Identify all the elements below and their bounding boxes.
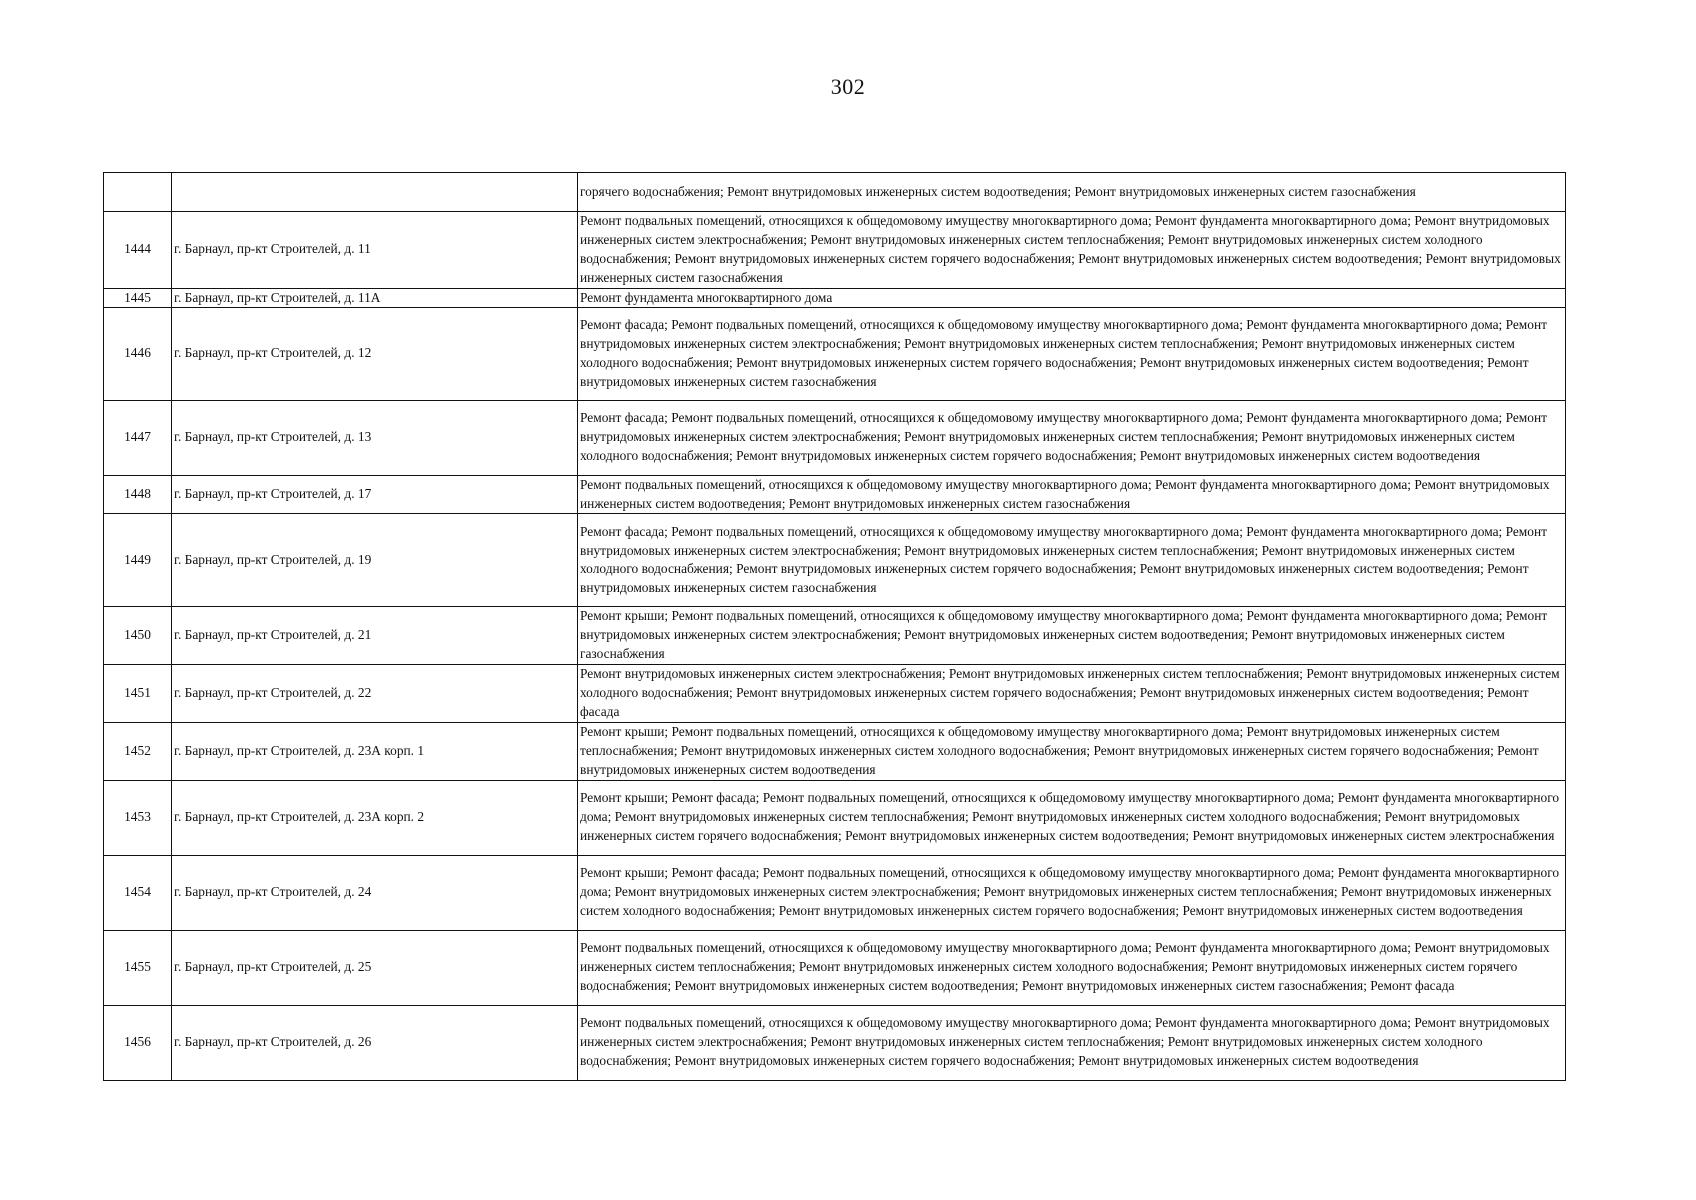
row-address: г. Барнаул, пр-кт Строителей, д. 24 xyxy=(172,855,578,930)
row-number: 1447 xyxy=(104,400,172,475)
table-row xyxy=(104,212,1566,289)
row-number: 1452 xyxy=(104,722,172,780)
table-row xyxy=(104,780,1566,855)
row-number xyxy=(104,173,172,212)
table-row xyxy=(104,855,1566,930)
row-number: 1448 xyxy=(104,475,172,514)
row-number: 1453 xyxy=(104,780,172,855)
row-address: г. Барнаул, пр-кт Строителей, д. 22 xyxy=(172,665,578,723)
row-address: г. Барнаул, пр-кт Строителей, д. 21 xyxy=(172,607,578,665)
row-number: 1454 xyxy=(104,855,172,930)
row-address: г. Барнаул, пр-кт Строителей, д. 26 xyxy=(172,1005,578,1080)
row-works: Ремонт фундамента многоквартирного дома xyxy=(578,288,1566,307)
table-row xyxy=(104,307,1566,400)
table-row xyxy=(104,1005,1566,1080)
row-works: Ремонт фасада; Ремонт подвальных помещений, относящихся к общедомовому имуществу многоквартирного дома; Ремонт фундамента многоквартирного дома; Ремонт внутридомовых инженерных систем электроснабжения; Ремонт внутридомовых инженерных систем теплоснабжения; Ремонт внутридомовых инженерных систем холодного водоснабжения; Ремонт внутридомовых инженерных систем горячего водоснабжения; Ремонт внутридомовых инженерных систем водоотведения; Ремонт внутридомовых инженерных систем газоснабжения xyxy=(578,514,1566,607)
row-works: Ремонт внутридомовых инженерных систем электроснабжения; Ремонт внутридомовых инженерных систем теплоснабжения; Ремонт внутридомовых инженерных систем холодного водоснабжения; Ремонт внутридомовых инженерных систем горячего водоснабжения; Ремонт внутридомовых инженерных систем водоотведения; Ремонт фасада xyxy=(578,665,1566,723)
row-works: Ремонт фасада; Ремонт подвальных помещений, относящихся к общедомовому имуществу многоквартирного дома; Ремонт фундамента многоквартирного дома; Ремонт внутридомовых инженерных систем электроснабжения; Ремонт внутридомовых инженерных систем теплоснабжения; Ремонт внутридомовых инженерных систем холодного водоснабжения; Ремонт внутридомовых инженерных систем горячего водоснабжения; Ремонт внутридомовых инженерных систем водоотведения; Ремонт внутридомовых инженерных систем газоснабжения xyxy=(578,307,1566,400)
row-address: г. Барнаул, пр-кт Строителей, д. 12 xyxy=(172,307,578,400)
row-number: 1450 xyxy=(104,607,172,665)
table-row xyxy=(104,930,1566,1005)
row-address: г. Барнаул, пр-кт Строителей, д. 13 xyxy=(172,400,578,475)
row-address: г. Барнаул, пр-кт Строителей, д. 23А корп. 2 xyxy=(172,780,578,855)
row-address: г. Барнаул, пр-кт Строителей, д. 17 xyxy=(172,475,578,514)
row-number: 1445 xyxy=(104,288,172,307)
row-number: 1451 xyxy=(104,665,172,723)
row-works: Ремонт фасада; Ремонт подвальных помещений, относящихся к общедомовому имуществу многоквартирного дома; Ремонт фундамента многоквартирного дома; Ремонт внутридомовых инженерных систем электроснабжения; Ремонт внутридомовых инженерных систем теплоснабжения; Ремонт внутридомовых инженерных систем холодного водоснабжения; Ремонт внутридомовых инженерных систем горячего водоснабжения; Ремонт внутридомовых инженерных систем водоотведения xyxy=(578,400,1566,475)
row-address: г. Барнаул, пр-кт Строителей, д. 25 xyxy=(172,930,578,1005)
row-works: Ремонт крыши; Ремонт подвальных помещений, относящихся к общедомовому имуществу многоквартирного дома; Ремонт фундамента многоквартирного дома; Ремонт внутридомовых инженерных систем электроснабжения; Ремонт внутридомовых инженерных систем водоотведения; Ремонт внутридомовых инженерных систем газоснабжения xyxy=(578,607,1566,665)
table-row xyxy=(104,514,1566,607)
row-number: 1446 xyxy=(104,307,172,400)
row-works: Ремонт подвальных помещений, относящихся к общедомовому имуществу многоквартирного дома; Ремонт фундамента многоквартирного дома; Ремонт внутридомовых инженерных систем электроснабжения; Ремонт внутридомовых инженерных систем теплоснабжения; Ремонт внутридомовых инженерных систем холодного водоснабжения; Ремонт внутридомовых инженерных систем горячего водоснабжения; Ремонт внутридомовых инженерных систем водоотведения xyxy=(578,1005,1566,1080)
row-works: Ремонт подвальных помещений, относящихся к общедомовому имуществу многоквартирного дома; Ремонт фундамента многоквартирного дома; Ремонт внутридомовых инженерных систем водоотведения; Ремонт внутридомовых инженерных систем газоснабжения xyxy=(578,475,1566,514)
row-works: Ремонт крыши; Ремонт подвальных помещений, относящихся к общедомовому имуществу многоквартирного дома; Ремонт внутридомовых инженерных систем теплоснабжения; Ремонт внутридомовых инженерных систем холодного водоснабжения; Ремонт внутридомовых инженерных систем горячего водоснабжения; Ремонт внутридомовых инженерных систем водоотведения xyxy=(578,722,1566,780)
table-row-continuation xyxy=(104,173,1566,212)
row-number: 1455 xyxy=(104,930,172,1005)
row-address: г. Барнаул, пр-кт Строителей, д. 23А корп. 1 xyxy=(172,722,578,780)
row-number: 1456 xyxy=(104,1005,172,1080)
row-works: Ремонт крыши; Ремонт фасада; Ремонт подвальных помещений, относящихся к общедомовому имуществу многоквартирного дома; Ремонт фундамента многоквартирного дома; Ремонт внутридомовых инженерных систем теплоснабжения; Ремонт внутридомовых инженерных систем холодного водоснабжения; Ремонт внутридомовых инженерных систем горячего водоснабжения; Ремонт внутридомовых инженерных систем водоотведения; Ремонт внутридомовых инженерных систем электроснабжения xyxy=(578,780,1566,855)
row-works: Ремонт подвальных помещений, относящихся к общедомовому имуществу многоквартирного дома; Ремонт фундамента многоквартирного дома; Ремонт внутридомовых инженерных систем электроснабжения; Ремонт внутридомовых инженерных систем теплоснабжения; Ремонт внутридомовых инженерных систем холодного водоснабжения; Ремонт внутридомовых инженерных систем горячего водоснабжения; Ремонт внутридомовых инженерных систем водоотведения; Ремонт внутридомовых инженерных систем газоснабжения xyxy=(578,212,1566,289)
row-address: г. Барнаул, пр-кт Строителей, д. 11 xyxy=(172,212,578,289)
table-row xyxy=(104,288,1566,307)
table-row xyxy=(104,475,1566,514)
page-number: 302 xyxy=(830,74,866,99)
row-works: Ремонт подвальных помещений, относящихся к общедомовому имуществу многоквартирного дома; Ремонт фундамента многоквартирного дома; Ремонт внутридомовых инженерных систем теплоснабжения; Ремонт внутридомовых инженерных систем холодного водоснабжения; Ремонт внутридомовых инженерных систем горячего водоснабжения; Ремонт внутридомовых инженерных систем водоотведения; Ремонт внутридомовых инженерных систем газоснабжения; Ремонт фасада xyxy=(578,930,1566,1005)
row-works: Ремонт крыши; Ремонт фасада; Ремонт подвальных помещений, относящихся к общедомовому имуществу многоквартирного дома; Ремонт фундамента многоквартирного дома; Ремонт внутридомовых инженерных систем электроснабжения; Ремонт внутридомовых инженерных систем теплоснабжения; Ремонт внутридомовых инженерных систем холодного водоснабжения; Ремонт внутридомовых инженерных систем горячего водоснабжения; Ремонт внутридомовых инженерных систем водоотведения xyxy=(578,855,1566,930)
table-row xyxy=(104,400,1566,475)
repair-registry-table xyxy=(103,172,1566,1081)
row-address: г. Барнаул, пр-кт Строителей, д. 19 xyxy=(172,514,578,607)
table-row xyxy=(104,607,1566,665)
row-address xyxy=(172,173,578,212)
row-number: 1444 xyxy=(104,212,172,289)
row-number: 1449 xyxy=(104,514,172,607)
row-address: г. Барнаул, пр-кт Строителей, д. 11А xyxy=(172,288,578,307)
row-works: горячего водоснабжения; Ремонт внутридомовых инженерных систем водоотведения; Ремонт внутридомовых инженерных систем газоснабжения xyxy=(578,173,1566,212)
table-row xyxy=(104,665,1566,723)
table-row xyxy=(104,722,1566,780)
